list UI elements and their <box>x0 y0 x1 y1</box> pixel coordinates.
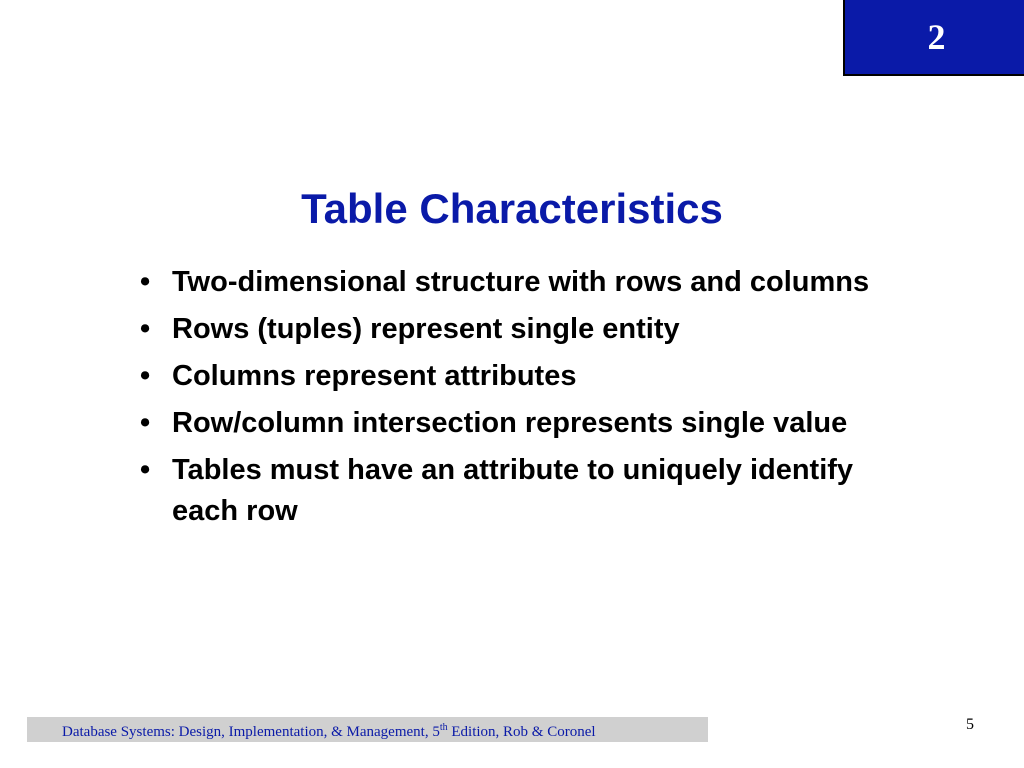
bullet-text: Columns represent attributes <box>172 360 577 392</box>
bullet-text: Two-dimensional structure with rows and columns <box>172 266 870 298</box>
footer-superscript: th <box>439 722 448 733</box>
slide-title: Table Characteristics <box>301 185 723 232</box>
footer-text-after: Edition, Rob & Coronel <box>447 724 596 740</box>
bullet-text: Tables must have an attribute to uniquely identify each row <box>172 454 854 527</box>
bullet-item <box>138 356 878 397</box>
bullet-text: Row/column intersection represents single value <box>172 407 848 439</box>
chapter-number-box <box>843 0 1024 76</box>
bullet-item <box>138 450 878 532</box>
bullet-text: Rows (tuples) represent single entity <box>172 313 680 345</box>
bullet-dot-icon: • <box>140 266 151 298</box>
bullet-item <box>138 403 878 444</box>
bullet-item <box>138 262 878 303</box>
bullet-list <box>138 262 878 538</box>
bullet-dot-icon: • <box>140 407 151 439</box>
bullet-dot-icon: • <box>140 454 151 486</box>
bullet-item <box>138 309 878 350</box>
bullet-dot-icon: • <box>140 360 151 392</box>
footer-citation <box>62 722 596 741</box>
chapter-number: 2 <box>927 17 946 57</box>
page-number: 5 <box>966 716 974 733</box>
footer-text-before: Database Systems: Design, Implementation, & Management, 5 <box>62 724 440 740</box>
bullet-dot-icon: • <box>140 313 151 345</box>
